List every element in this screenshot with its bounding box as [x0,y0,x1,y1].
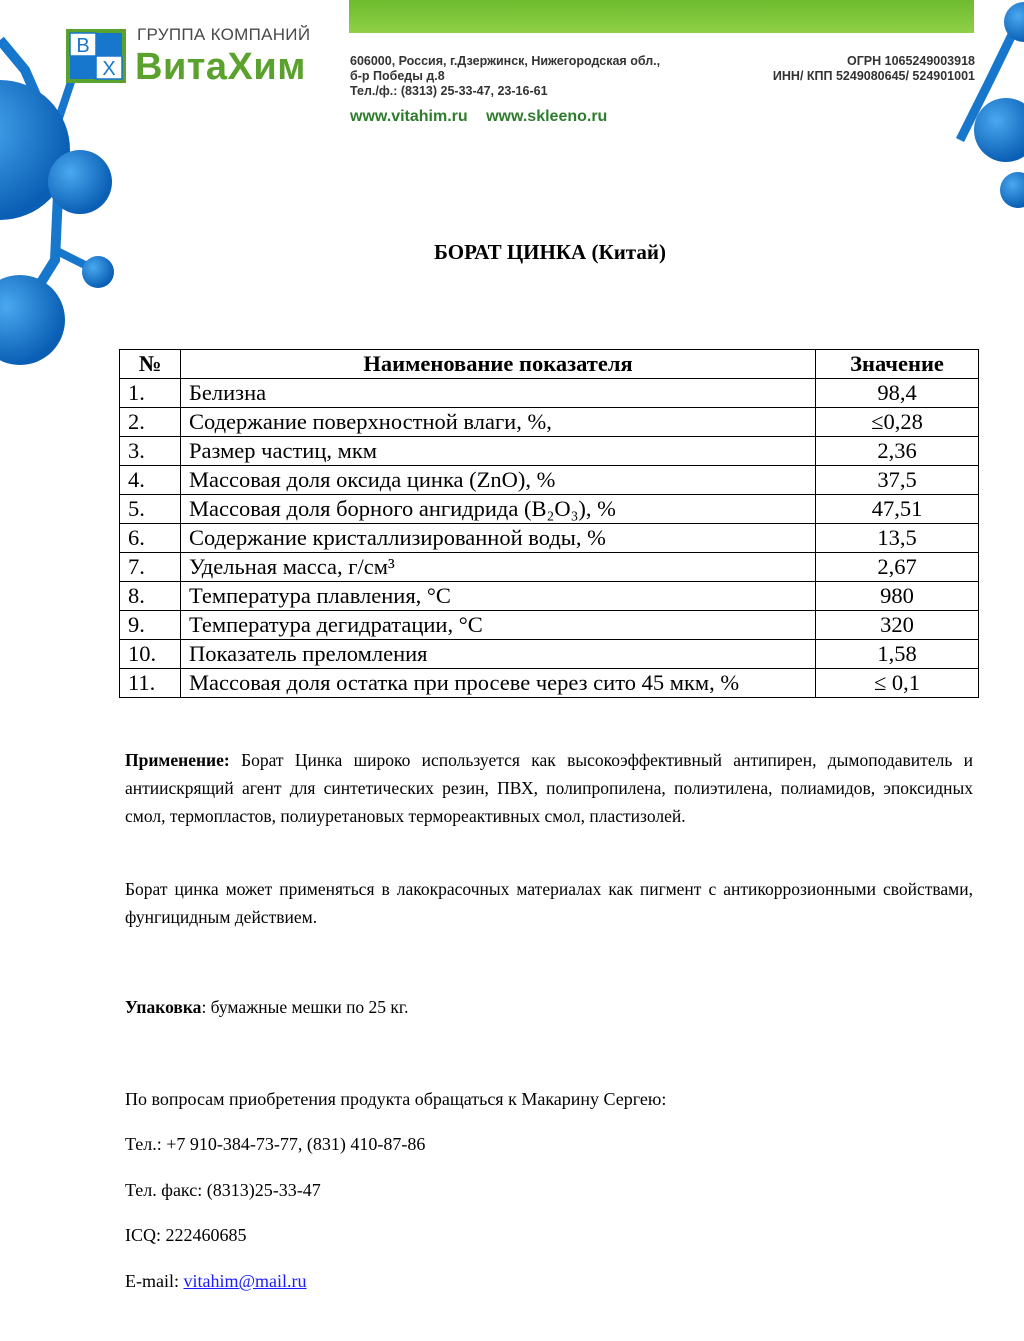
table-header-row [120,350,979,379]
email-link[interactable]: vitahim@mail.ru [183,1271,307,1291]
contact-fax: Тел. факс: (8313)25-33-47 [125,1180,321,1200]
packaging-paragraph [125,993,973,1021]
company-group-label: ГРУППА КОМПАНИЙ [137,25,311,44]
company-address [350,54,660,99]
table-row [120,669,979,698]
row-number: 11. [120,669,181,698]
table-row [120,437,979,466]
row-parameter: Массовая доля оксида цинка (ZnO), % [181,466,816,495]
company-logo-icon [66,29,126,83]
application-paragraph-2: Борат цинка может применяться в лакокрасочных материалах как пигмент с антикоррозионными свойствами, фунгицидным действием. [125,879,973,927]
email-label: E-mail: [125,1271,184,1291]
address-line: Тел./ф.: (8313) 25-33-47, 23-16-61 [350,84,548,98]
address-line: б-р Победы д.8 [350,69,445,83]
column-header: № [120,350,181,379]
application-text: Борат Цинка широко используется как высокоэффективный антипирен, дымоподавитель и антиискрящий агент для синтетических резин, ПВХ, полипропилена, полиэтилена, полиамидов, эпоксидных смол, термопластов, полиуретановых термореактивных смол, пластизолей. [125,750,973,826]
website-link[interactable]: www.skleeno.ru [486,108,608,125]
row-number: 1. [120,379,181,408]
table-row [120,640,979,669]
website-link[interactable]: www.vitahim.ru [350,108,468,125]
inn-kpp: ИНН/ КПП 5249080645/ 524901001 [772,69,975,83]
table-row [120,408,979,437]
row-parameter: Массовая доля борного ангидрида (B₂O₃), % [181,495,816,524]
address-line: 606000, Россия, г.Дзержинск, Нижегородская обл., [350,54,661,68]
row-number: 4. [120,466,181,495]
document-title: БОРАТ ЦИНКА (Китай) [434,240,666,264]
row-value: 47,51 [816,495,979,524]
row-parameter: Размер частиц, мкм [181,437,816,466]
table-row [120,466,979,495]
packaging-text: : бумажные мешки по 25 кг. [201,997,409,1017]
contact-intro: По вопросам приобретения продукта обращаться к Макарину Сергею: [125,1089,667,1109]
row-value: 37,5 [816,466,979,495]
row-parameter: Удельная масса, г/см³ [181,553,816,582]
row-parameter: Температура дегидратации, °С [181,611,816,640]
spec-table [119,349,979,698]
table-row [120,379,979,408]
row-number: 8. [120,582,181,611]
application-paragraph [125,746,973,830]
row-value: ≤ 0,1 [816,669,979,698]
company-registration [700,54,975,84]
logo-letter-1: В [76,35,90,57]
company-name: ВитаХим [135,46,306,88]
packaging-label: Упаковка [125,997,202,1017]
row-parameter: Содержание поверхностной влаги, %, [181,408,816,437]
row-parameter: Белизна [181,379,816,408]
row-parameter: Показатель преломления [181,640,816,669]
contact-email [125,1271,307,1292]
table-row [120,524,979,553]
ogrn: ОГРН 1065249003918 [846,54,975,68]
row-value: 2,67 [816,553,979,582]
row-number: 2. [120,408,181,437]
table-row [120,495,979,524]
table-row [120,611,979,640]
contact-icq: ICQ: 222460685 [125,1225,247,1245]
row-value: 320 [816,611,979,640]
row-number: 10. [120,640,181,669]
table-row [120,582,979,611]
row-number: 3. [120,437,181,466]
row-value: 98,4 [816,379,979,408]
column-header: Наименование показателя [181,350,816,379]
website-links [350,108,621,126]
row-number: 9. [120,611,181,640]
table-row [120,553,979,582]
column-header: Значение [816,350,979,379]
row-value: 1,58 [816,640,979,669]
logo-letter-2: Х [102,58,116,80]
row-value: 2,36 [816,437,979,466]
row-value: 13,5 [816,524,979,553]
row-value: ≤0,28 [816,408,979,437]
row-number: 6. [120,524,181,553]
row-number: 7. [120,553,181,582]
row-value: 980 [816,582,979,611]
row-parameter: Массовая доля остатка при просеве через сито 45 мкм, % [181,669,816,698]
row-number: 5. [120,495,181,524]
row-parameter: Температура плавления, °С [181,582,816,611]
application-label: Применение: [125,750,230,770]
contact-phone: Тел.: +7 910-384-73-77, (831) 410-87-86 [125,1134,426,1154]
row-parameter: Содержание кристаллизированной воды, % [181,524,816,553]
header-green-bar [349,0,974,33]
